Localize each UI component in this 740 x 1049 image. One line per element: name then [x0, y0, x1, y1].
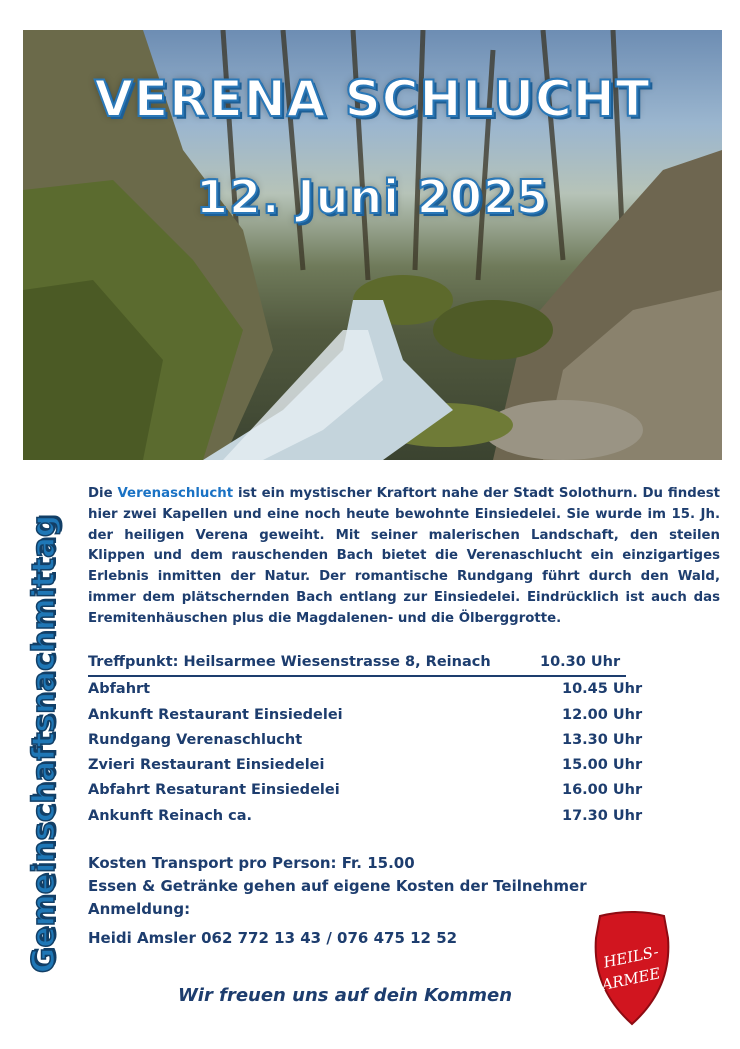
side-label: Gemeinschaftsnachmittag	[26, 514, 62, 974]
schedule-label: Abfahrt Resaturant Einsiedelei	[88, 782, 340, 799]
schedule-label: Abfahrt	[88, 681, 151, 698]
schedule-time: 10.30 Uhr	[540, 654, 621, 670]
schedule-label: Zvieri Restaurant Einsiedelei	[88, 757, 325, 774]
event-date: 12. Juni 2025	[196, 170, 549, 224]
schedule-label: Treffpunkt: Heilsarmee Wiesenstrasse 8, Reinach	[88, 654, 491, 670]
schedule-row	[88, 703, 648, 728]
closing-line: Wir freuen uns auf dein Kommen	[177, 985, 513, 1006]
schedule-time: 16.00 Uhr	[562, 782, 643, 799]
schedule-time: 12.00 Uhr	[562, 706, 643, 723]
schedule-time: 13.30 Uhr	[562, 731, 643, 748]
schedule-row	[88, 728, 648, 753]
schedule-label: Rundgang Verenaschlucht	[88, 731, 303, 748]
schedule-row	[88, 650, 626, 677]
intro-lead: Die	[88, 486, 118, 501]
cost-line: Kosten Transport pro Person: Fr. 15.00	[88, 854, 415, 872]
schedule-time: 10.45 Uhr	[562, 681, 643, 698]
intro-text: ist ein mystischer Kraftort nahe der Stadt Solothurn. Du findest hier zwei Kapellen und eine noch heute bewohnte Einsiedelei. Sie wurde im 15. Jh. der heiligen Verena geweiht. Mit seiner malerischen Landschaft, den steilen Klippen und dem rauschenden Bach bietet die Verenaschlucht ein einzigartiges Erlebnis inmitten der Natur. Der romantische Rundgang führt durch den Wald, immer dem plätschernden Bach entlang zur Einsiedelei. Eindrücklich ist auch das Eremitenhäuschen plus die Magdalenen- und die Ölberggrotte.	[88, 486, 720, 626]
intro-paragraph	[88, 484, 720, 630]
schedule-row	[88, 778, 648, 803]
schedule-row	[88, 753, 648, 778]
schedule-list	[88, 650, 648, 829]
schedule-time: 15.00 Uhr	[562, 757, 643, 774]
schedule-time: 17.30 Uhr	[562, 807, 643, 824]
salvation-army-shield-logo	[592, 908, 672, 1028]
schedule-label: Ankunft Restaurant Einsiedelei	[88, 706, 343, 723]
schedule-label: Ankunft Reinach ca.	[88, 807, 253, 824]
event-title: VERENA SCHLUCHT	[94, 70, 651, 128]
registration-label: Anmeldung:	[88, 900, 191, 918]
intro-highlight: Verenaschlucht	[117, 486, 234, 501]
schedule-row	[88, 677, 648, 702]
schedule-row	[88, 804, 648, 829]
logo-text-line2: ARMEE	[600, 964, 662, 995]
side-label-container	[16, 470, 72, 1018]
logo-text-line1: HEILS-	[601, 942, 661, 972]
contact-line: Heidi Amsler 062 772 13 43 / 076 475 12 52	[88, 929, 458, 947]
food-line: Essen & Getränke gehen auf eigene Kosten der Teilnehmer	[88, 877, 587, 895]
hero-photo	[23, 30, 722, 460]
